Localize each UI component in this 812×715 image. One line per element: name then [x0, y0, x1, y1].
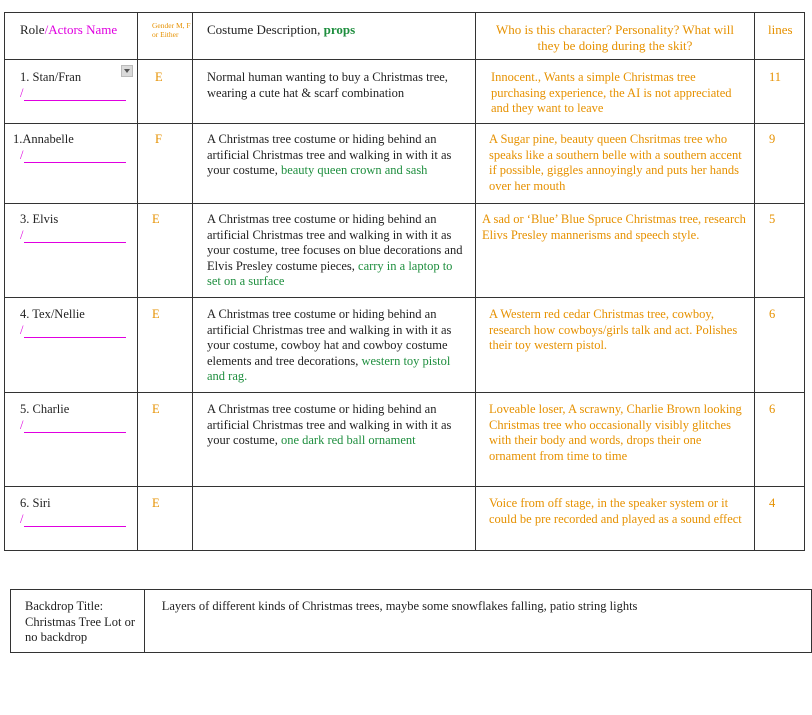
backdrop-label: Backdrop Title: Christmas Tree Lot or no backdrop: [25, 599, 136, 645]
props-text: carry in a laptop to set on a surface: [207, 258, 453, 289]
role-header: Role: [20, 22, 45, 37]
costume-text: A Christmas tree costume or hiding behind an artificial Christmas tree and walking in with it as your costume,: [207, 132, 452, 178]
gender-cell: [138, 204, 193, 298]
gender-cell: [138, 487, 193, 551]
costume-header: Costume Description,: [207, 22, 324, 37]
backdrop-label-cell: [11, 590, 145, 653]
gender-header: Gender M, F or Either: [152, 21, 191, 39]
gender-value: F: [155, 132, 162, 146]
backdrop-value-cell: [144, 590, 811, 653]
table-row: [5, 60, 805, 124]
header-row: [5, 13, 805, 60]
who-text: Innocent., Wants a simple Christmas tree purchasing experience, the AI is not appreciated and they want to leave: [491, 70, 732, 116]
who-cell: [476, 487, 755, 551]
actor-name-blank[interactable]: /: [20, 512, 137, 528]
gender-value: E: [152, 307, 160, 321]
who-header: Who is this character? Personality? What will they be doing during the skit?: [495, 22, 735, 53]
lines-cell: [755, 487, 805, 551]
actor-name-blank[interactable]: /: [20, 323, 137, 339]
costume-text: A Christmas tree costume or hiding behind an artificial Christmas tree and walking in with it as your costume, tree focuses on blue decorations and Elvis Presley costume pieces,: [207, 212, 463, 273]
actors-header: Actors Name: [48, 22, 118, 37]
role-name: 6. Siri: [20, 496, 51, 510]
actor-name-blank[interactable]: /: [20, 86, 137, 102]
who-cell: [476, 60, 755, 124]
role-name: 1. Stan/Fran: [20, 70, 82, 84]
lines-cell: [755, 60, 805, 124]
role-header-cell: [5, 13, 138, 60]
costume-cell: [193, 393, 476, 487]
costume-text: Normal human wanting to buy a Christmas tree, wearing a cute hat & scarf combination: [207, 70, 448, 100]
lines-cell: [755, 298, 805, 393]
lines-value: 11: [769, 70, 782, 84]
table-row: [5, 393, 805, 487]
lines-value: 6: [769, 307, 776, 321]
role-name: 1.Annabelle: [13, 132, 74, 146]
gender-cell: [138, 60, 193, 124]
actor-name-blank[interactable]: /: [20, 418, 137, 434]
role-cell: [5, 393, 138, 487]
lines-header: lines: [768, 22, 793, 37]
gender-header-cell: [138, 13, 193, 60]
backdrop-value: Layers of different kinds of Christmas trees, maybe some snowflakes falling, patio string lights: [161, 599, 638, 613]
lines-value: 5: [769, 212, 776, 226]
cast-table: [4, 12, 805, 551]
table-row: [5, 204, 805, 298]
costume-cell: [193, 298, 476, 393]
who-cell: [476, 124, 755, 204]
actor-name-blank[interactable]: /: [13, 148, 137, 164]
costume-text: A Christmas tree costume or hiding behind an artificial Christmas tree and walking in with it as your costume,: [207, 402, 452, 448]
who-text: A Sugar pine, beauty queen Chsritmas tree who speaks like a southern belle with a southern accent if possible, giggles annoyingly and puts her hands over her mouth: [489, 132, 742, 193]
props-text: beauty queen crown and sash: [280, 163, 428, 178]
lines-cell: [755, 204, 805, 298]
lines-value: 9: [769, 132, 776, 146]
role-name: 5. Charlie: [20, 402, 70, 416]
gender-cell: [138, 124, 193, 204]
who-text: A sad or ‘Blue’ Blue Spruce Christmas tree, research Elivs Presley mannerisms and speech style.: [482, 212, 746, 242]
costume-text: A Christmas tree costume or hiding behind an artificial Christmas tree and walking in with it as your costume, cowboy hat and cowboy costume elements and tree decorations,: [207, 307, 452, 368]
costume-cell: [193, 204, 476, 298]
gender-value: E: [152, 212, 160, 226]
gender-cell: [138, 393, 193, 487]
gender-value: E: [155, 70, 163, 84]
chevron-down-icon[interactable]: [121, 65, 133, 77]
costume-header-cell: [193, 13, 476, 60]
lines-value: 6: [769, 402, 776, 416]
who-header-cell: [476, 13, 755, 60]
props-text: western toy pistol and rag.: [207, 353, 451, 384]
who-cell: [476, 393, 755, 487]
table-row: [5, 124, 805, 204]
gender-cell: [138, 298, 193, 393]
costume-cell: [193, 124, 476, 204]
who-cell: [476, 204, 755, 298]
costume-cell: [193, 60, 476, 124]
role-cell: [5, 298, 138, 393]
role-cell: [5, 487, 138, 551]
role-name: 4. Tex/Nellie: [20, 307, 85, 321]
props-text: one dark red ball ornament: [280, 433, 416, 448]
who-text: Loveable loser, A scrawny, Charlie Brown looking Christmas tree who occasionally visibly glitches with their body and words, drops their one ornament from time to time: [489, 402, 742, 463]
costume-cell: [193, 487, 476, 551]
role-name: 3. Elvis: [20, 212, 59, 226]
lines-cell: [755, 124, 805, 204]
header-slash: /: [44, 22, 49, 37]
table-row: [5, 487, 805, 551]
who-text: A Western red cedar Christmas tree, cowboy, research how cowboys/girls talk and act. Polishes their toy western pistol.: [489, 307, 738, 353]
gender-value: E: [152, 402, 160, 416]
who-cell: [476, 298, 755, 393]
props-header: props: [323, 22, 356, 37]
backdrop-table: [10, 589, 812, 653]
actor-name-blank[interactable]: /: [20, 228, 137, 244]
role-cell: [5, 124, 138, 204]
lines-cell: [755, 393, 805, 487]
lines-value: 4: [769, 496, 776, 510]
role-cell: [5, 204, 138, 298]
lines-header-cell: [755, 13, 805, 60]
table-row: [5, 298, 805, 393]
role-cell: [5, 60, 138, 124]
gender-value: E: [152, 496, 160, 510]
who-text: Voice from off stage, in the speaker system or it could be pre recorded and played as a sound effect: [489, 496, 742, 526]
